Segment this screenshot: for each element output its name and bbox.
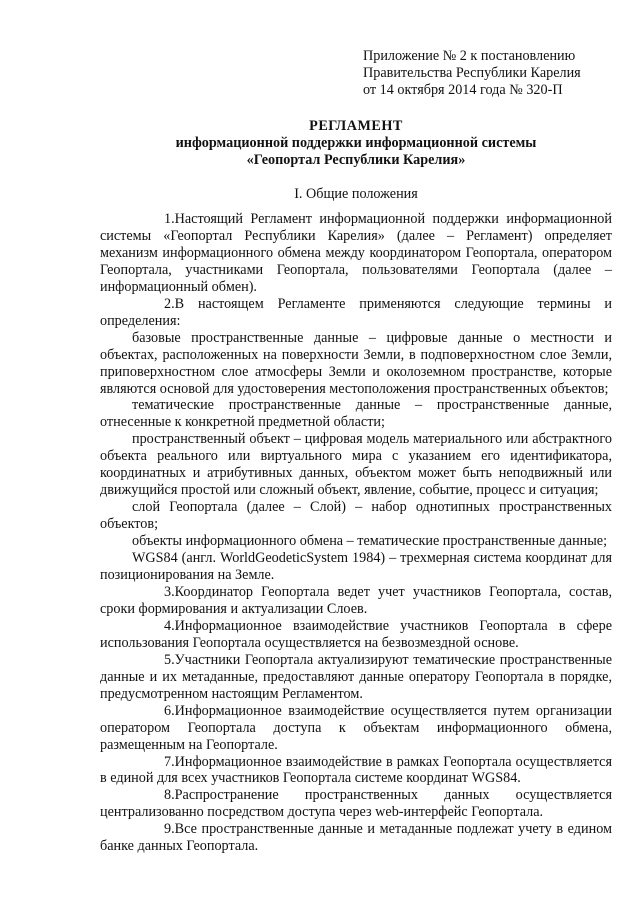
paragraph bbox=[100, 431, 612, 499]
paragraph bbox=[100, 584, 612, 618]
approval-line-1: Приложение № 2 к постановлению bbox=[363, 48, 576, 64]
approval-line-2: Правительства Республики Карелия bbox=[363, 65, 581, 81]
paragraph-number: 9. bbox=[164, 821, 175, 838]
paragraph bbox=[100, 787, 612, 821]
title-line-1: РЕГЛАМЕНТ bbox=[309, 118, 403, 134]
paragraph-text: тематические пространственные данные – пространственные данные, отнесенные к конкретной предметной области; bbox=[100, 397, 612, 431]
paragraph-text: Распространение пространственных данных осуществляется централизованно посредством доступа через web-интерфейс Геопортала. bbox=[100, 787, 612, 821]
paragraph bbox=[100, 703, 612, 754]
paragraph bbox=[100, 821, 612, 855]
paragraph-text: Информационное взаимодействие участников Геопортала в сфере использования Геопортала осуществляется на безвозмездной основе. bbox=[100, 617, 612, 651]
paragraph-text: WGS84 (англ. WorldGeodeticSystem 1984) – трехмерная система координат для позиционирования на Земле. bbox=[100, 550, 612, 584]
paragraph-text: Информационное взаимодействие в рамках Геопортала осуществляется в единой для всех участников Геопортала системе координат WGS84. bbox=[100, 753, 612, 787]
paragraph bbox=[100, 754, 612, 788]
paragraph-number: 5. bbox=[164, 651, 175, 668]
paragraph-number: 7. bbox=[164, 753, 175, 770]
approval-line-3: от 14 октября 2014 года № 320-П bbox=[363, 82, 563, 98]
paragraph bbox=[100, 211, 612, 296]
paragraph-text: Координатор Геопортала ведет учет участников Геопортала, состав, сроки формирования и актуализации Слоев. bbox=[100, 583, 612, 617]
document-title bbox=[100, 118, 612, 169]
paragraph-text: объекты информационного обмена – тематические пространственные данные; bbox=[132, 533, 608, 550]
paragraph-text: Участники Геопортала актуализируют тематические пространственные данные и их метаданные, предоставляют данные оператору Геопортала в порядке, предусмотренном настоящим Регламентом. bbox=[100, 651, 612, 702]
paragraph-text: слой Геопортала (далее – Слой) – набор однотипных пространственных объектов; bbox=[100, 499, 612, 533]
paragraph bbox=[100, 397, 612, 431]
paragraph bbox=[100, 618, 612, 652]
title-line-2: информационной поддержки информационной системы bbox=[175, 135, 537, 151]
paragraph-number: 8. bbox=[164, 787, 175, 804]
document-body bbox=[100, 211, 612, 855]
paragraph-text: В настоящем Регламенте применяются следующие термины и определения: bbox=[100, 295, 612, 329]
paragraph-number: 6. bbox=[164, 702, 175, 719]
paragraph-text: Настоящий Регламент информационной поддержки информационной системы «Геопортал Республики Карелия» (далее – Регламент) определяет механизм информационного обмена между координатором Геопортала, оператором Геопортала, участниками Геопортала, пользователями Геопортала (далее – информационный обмен). bbox=[100, 211, 612, 295]
paragraph-number: 2. bbox=[164, 295, 175, 312]
paragraph-number: 4. bbox=[164, 617, 175, 634]
paragraph bbox=[100, 330, 612, 398]
paragraph-text: базовые пространственные данные – цифровые данные о местности и объектах, расположенных на поверхности Земли, в подповерхностном слое Земли, приповерхностном слое атмосферы Земли и околоземном пространстве, которые являются основой для удостоверения местоположения пространственных объектов; bbox=[100, 329, 612, 397]
paragraph-text: Информационное взаимодействие осуществляется путем организации оператором Геопортала доступа к объектам информационного обмена, размещенным на Геопортале. bbox=[100, 702, 612, 753]
paragraph bbox=[100, 550, 612, 584]
approval-note bbox=[363, 48, 623, 99]
paragraph-text: Все пространственные данные и метаданные подлежат учету в едином банке данных Геопортала. bbox=[100, 821, 612, 855]
paragraph-number: 3. bbox=[164, 583, 175, 600]
paragraph-text: пространственный объект – цифровая модель материального или абстрактного объекта реального или виртуального мира с указанием его идентификатора, координатных и атрибутивных данных, объектом может быть неподвижный или движущийся простой или сложный объект, явление, событие, процесс и ситуация; bbox=[100, 431, 612, 499]
paragraph-number: 1. bbox=[164, 211, 175, 227]
paragraph bbox=[100, 652, 612, 703]
section-heading: I. Общие положения bbox=[294, 186, 418, 202]
paragraph bbox=[100, 499, 612, 533]
paragraph bbox=[100, 296, 612, 330]
paragraph bbox=[100, 533, 612, 550]
title-line-3: «Геопортал Республики Карелия» bbox=[246, 152, 466, 168]
